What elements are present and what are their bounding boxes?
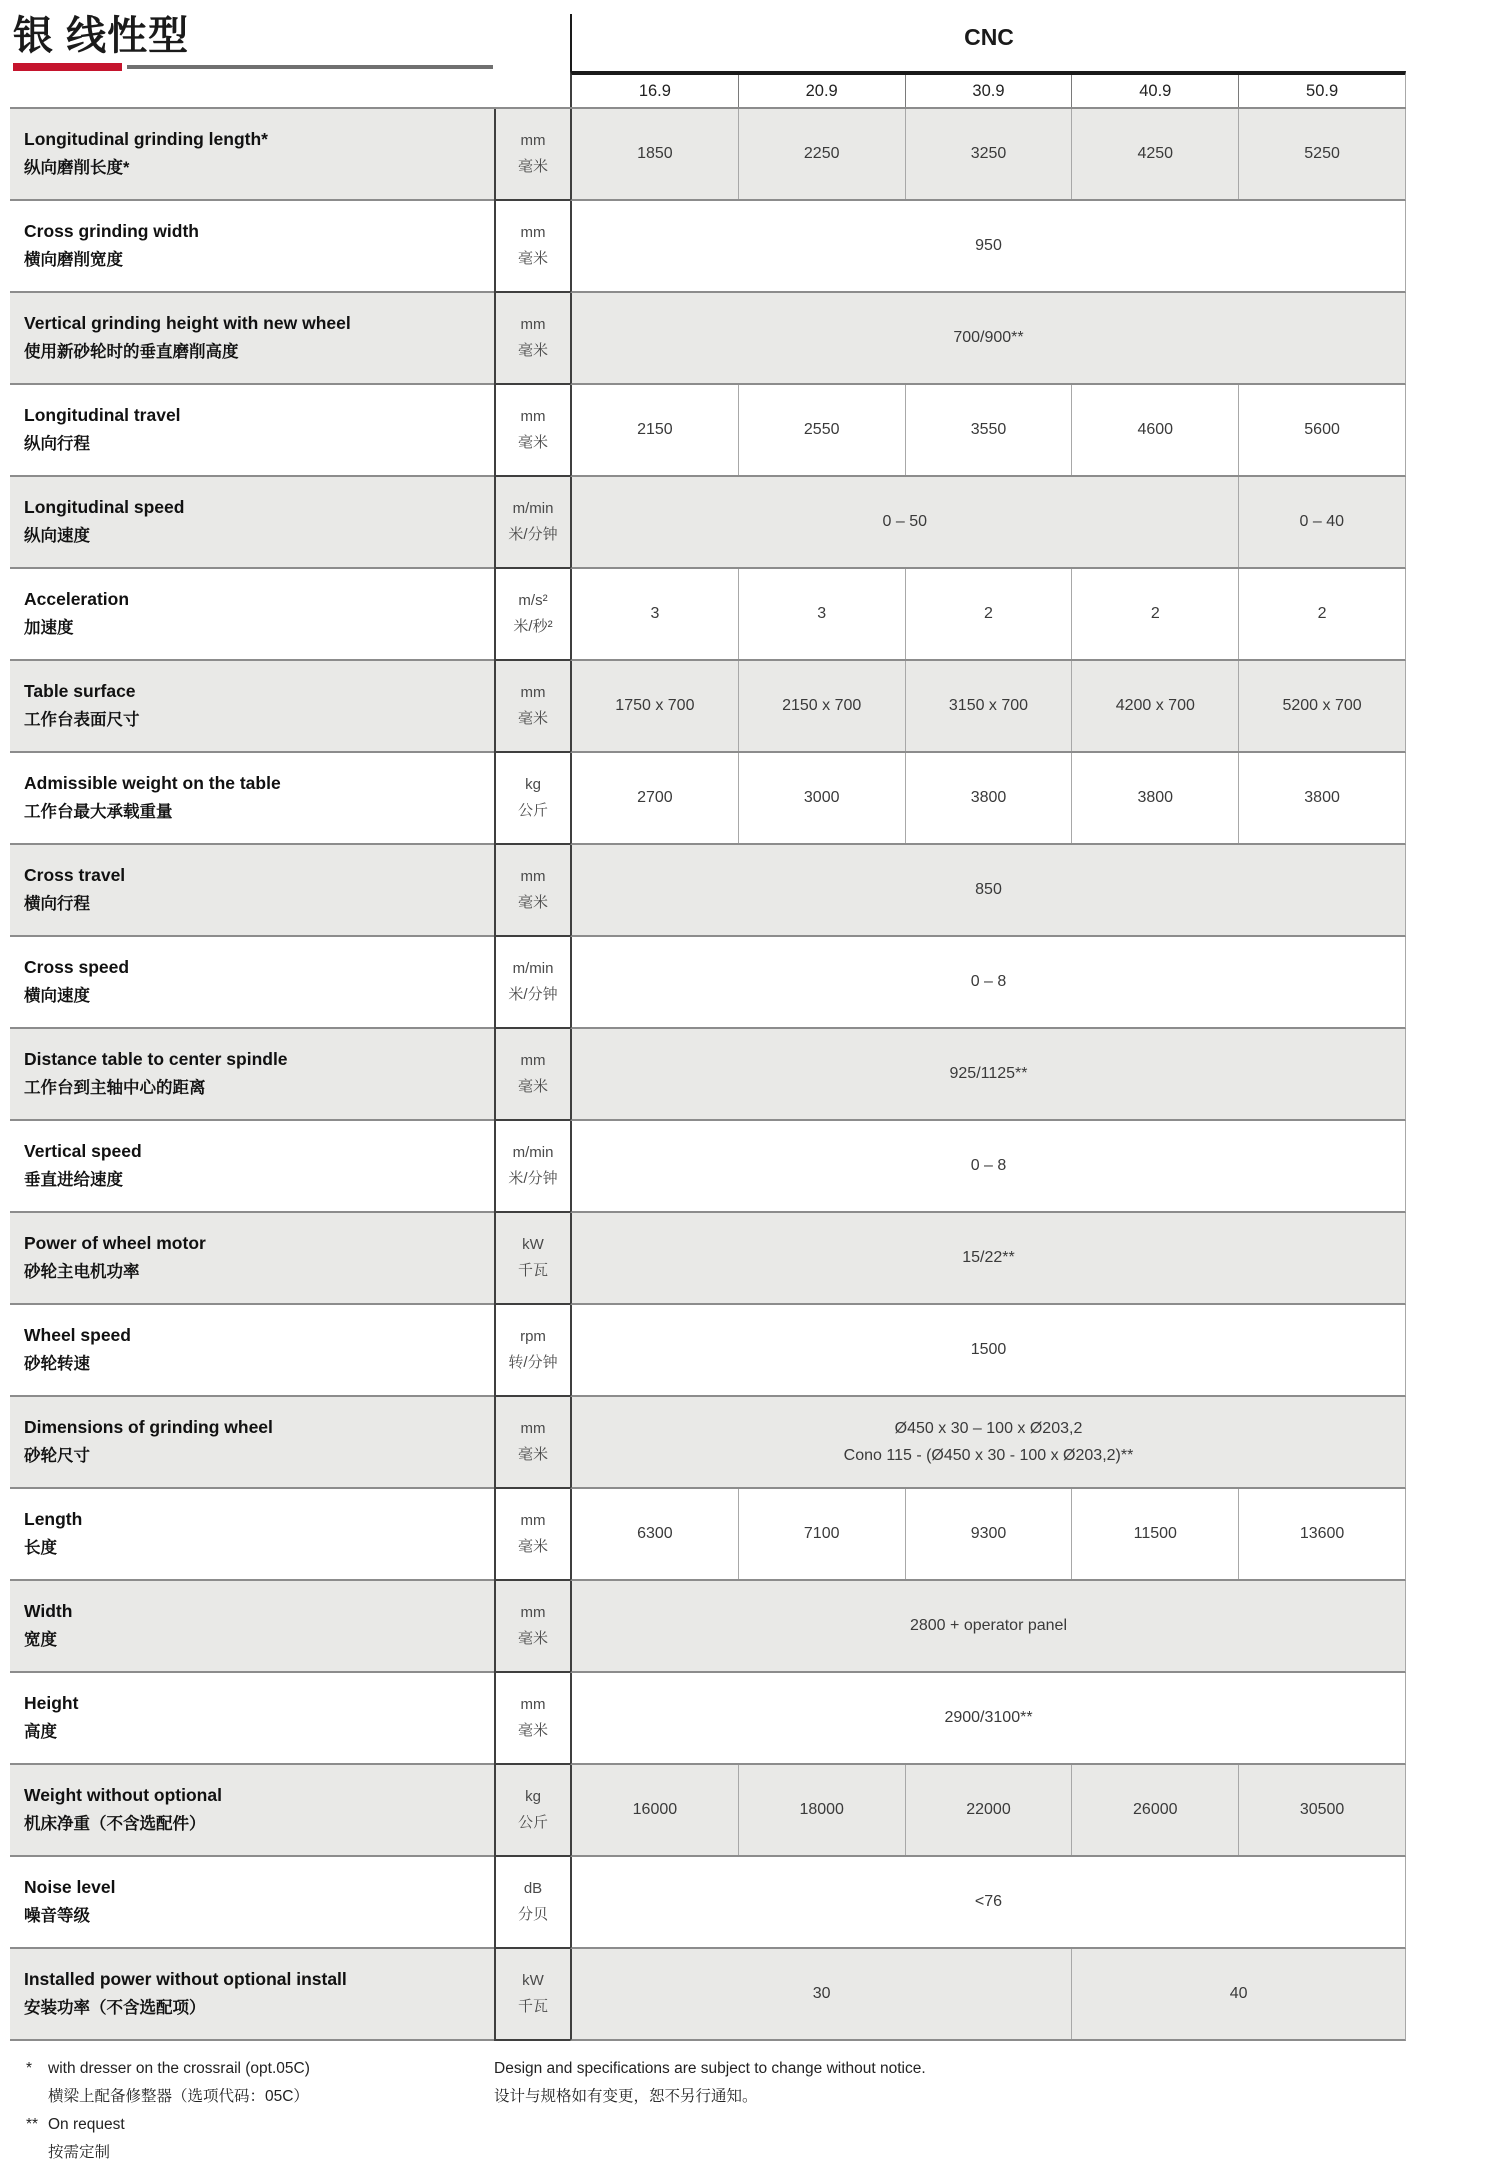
table-row (10, 753, 1406, 845)
column-header-40-9: 40.9 (1071, 75, 1238, 107)
unit-en: kW (522, 1972, 544, 1989)
value-cell-span: 0 – 8 (970, 1157, 1007, 1174)
row-label-en: Vertical speed (24, 1141, 142, 1161)
table-row (10, 937, 1406, 1029)
unit-cell (494, 661, 570, 753)
value-cell: 3150 x 700 (905, 661, 1072, 751)
value-cell: 22000 (905, 1765, 1072, 1855)
value-cell: 3000 (738, 753, 905, 843)
unit-zh: 公斤 (517, 802, 548, 819)
unit-cell (494, 1949, 570, 2041)
footnote-item (26, 2055, 494, 2111)
row-label-zh: 噪音等级 (24, 1907, 90, 1925)
value-line-2: Cono 115 - (Ø450 x 30 - 100 x Ø203,2)** (843, 1447, 1134, 1464)
row-values (570, 753, 1406, 845)
unit-zh: 米/分钟 (508, 1170, 558, 1187)
row-label (10, 109, 494, 201)
footnote-zh: 按需定制 (48, 2144, 111, 2161)
row-label-zh: 使用新砂轮时的垂直磨削高度 (24, 343, 239, 361)
unit-cell (494, 477, 570, 569)
unit-cell (494, 109, 570, 201)
value-cell: 9300 (905, 1489, 1072, 1579)
value-cell-span: 15/22** (962, 1249, 1015, 1266)
row-label (10, 1581, 494, 1673)
unit-cell (494, 201, 570, 293)
table-row (10, 1857, 1406, 1949)
value-cell: 3 (650, 605, 660, 622)
row-values (570, 661, 1406, 753)
footnote-marker: * (26, 2060, 33, 2077)
row-label-zh: 宽度 (24, 1631, 57, 1649)
value-cell: 4600 (1071, 385, 1238, 475)
row-label-en: Vertical grinding height with new wheel (24, 313, 351, 333)
table-row (10, 1673, 1406, 1765)
row-label-en: Dimensions of grinding wheel (24, 1417, 273, 1437)
column-header-20-9: 20.9 (738, 75, 905, 107)
table-row (10, 1949, 1406, 2041)
value-cell: 26000 (1071, 1765, 1238, 1855)
row-label-en: Installed power without optional install (24, 1969, 347, 1989)
unit-en: mm (520, 316, 546, 333)
row-label-en: Noise level (24, 1877, 116, 1897)
value-cell: 3 (738, 569, 905, 659)
unit-en: kg (525, 776, 541, 793)
row-label-zh: 高度 (24, 1723, 57, 1741)
row-label-zh: 工作台最大承载重量 (24, 803, 173, 821)
unit-en: mm (520, 1604, 546, 1621)
row-label (10, 1857, 494, 1949)
unit-en: m/min (512, 500, 554, 517)
row-label-zh: 纵向行程 (24, 435, 90, 453)
value-cell: 6300 (637, 1525, 673, 1542)
unit-zh: 米/秒² (513, 618, 553, 635)
footnote-marker: ** (26, 2116, 39, 2133)
unit-zh: 米/分钟 (508, 986, 558, 1003)
unit-cell (494, 1121, 570, 1213)
unit-zh: 毫米 (517, 1446, 548, 1463)
value-cell-span: 1500 (970, 1341, 1007, 1358)
unit-cell (494, 1765, 570, 1857)
unit-cell (494, 1213, 570, 1305)
unit-en: mm (520, 868, 546, 885)
row-label-en: Longitudinal grinding length* (24, 129, 268, 149)
row-label (10, 661, 494, 753)
value-cell: 3800 (1071, 753, 1238, 843)
footnote-en: On request (48, 2116, 125, 2133)
row-values (570, 1489, 1406, 1581)
value-cell-span: 850 (975, 881, 1002, 898)
value-cell: 16000 (632, 1801, 678, 1818)
value-cell: 2700 (637, 789, 673, 806)
unit-zh: 毫米 (517, 894, 548, 911)
value-cell-span3: 30 (812, 1985, 831, 2002)
unit-zh: 毫米 (517, 1630, 548, 1647)
row-label (10, 1121, 494, 1213)
column-headers (570, 71, 1406, 107)
column-header-30-9: 30.9 (905, 75, 1072, 107)
value-cell: 2150 x 700 (738, 661, 905, 751)
footnote-zh: 横梁上配备修整器（选项代码：05C） (48, 2088, 309, 2105)
row-label-zh: 机床净重（不含选配件） (24, 1815, 206, 1833)
row-values (570, 1397, 1406, 1489)
row-label-en: Longitudinal travel (24, 405, 181, 425)
row-label (10, 1489, 494, 1581)
unit-zh: 毫米 (517, 1722, 548, 1739)
footnote-text (48, 2111, 125, 2167)
value-cell-span: 700/900** (953, 329, 1024, 346)
value-cell: 13600 (1238, 1489, 1405, 1579)
value-cell: 3800 (1238, 753, 1405, 843)
row-label-en: Weight without optional (24, 1785, 222, 1805)
unit-zh: 毫米 (517, 158, 548, 175)
value-cell: 30500 (1238, 1765, 1405, 1855)
value-cell: 11500 (1071, 1489, 1238, 1579)
row-values (570, 1305, 1406, 1397)
row-label-zh: 加速度 (24, 619, 74, 637)
row-values (570, 201, 1406, 293)
unit-zh: 毫米 (517, 342, 548, 359)
table-row (10, 1213, 1406, 1305)
row-label-en: Width (24, 1601, 73, 1621)
spec-table (10, 71, 1406, 2041)
value-cell: 2 (1238, 569, 1405, 659)
value-cell: 2 (1071, 569, 1238, 659)
row-values (570, 293, 1406, 385)
unit-en: m/min (512, 1144, 554, 1161)
value-cell-span: 2900/3100** (944, 1709, 1033, 1726)
unit-en: mm (520, 1512, 546, 1529)
value-cell: 1750 x 700 (615, 697, 695, 714)
row-label-zh: 安装功率（不含选配项） (24, 1999, 206, 2017)
row-label-zh: 砂轮转速 (24, 1355, 90, 1373)
row-label (10, 845, 494, 937)
unit-en: mm (520, 1052, 546, 1069)
unit-en: mm (520, 684, 546, 701)
column-header-row (10, 71, 1406, 109)
row-label (10, 753, 494, 845)
unit-zh: 毫米 (517, 434, 548, 451)
value-cell: 4250 (1071, 109, 1238, 199)
column-header-16-9: 16.9 (638, 81, 671, 100)
row-label (10, 1029, 494, 1121)
column-header-spacer (10, 71, 570, 107)
row-label-en: Acceleration (24, 589, 130, 609)
title-underline-gray (127, 65, 493, 69)
row-label-zh: 工作台到主轴中心的距离 (24, 1079, 206, 1097)
table-row (10, 661, 1406, 753)
row-label-zh: 垂直进给速度 (24, 1171, 123, 1189)
footnotes-left (26, 2055, 494, 2167)
row-label (10, 477, 494, 569)
value-cell-span: 0 – 8 (970, 973, 1007, 990)
row-values (570, 1857, 1406, 1949)
value-cell: 2550 (738, 385, 905, 475)
table-row (10, 1489, 1406, 1581)
value-cell-span: <76 (974, 1893, 1003, 1910)
row-label (10, 1765, 494, 1857)
unit-cell (494, 1397, 570, 1489)
disclaimer-en: Design and specifications are subject to change without notice. (494, 2060, 926, 2077)
row-label-en: Longitudinal speed (24, 497, 185, 517)
table-row (10, 1581, 1406, 1673)
unit-zh: 千瓦 (517, 1262, 548, 1279)
row-label (10, 1397, 494, 1489)
unit-cell (494, 753, 570, 845)
unit-zh: 千瓦 (517, 1998, 548, 2015)
value-cell-span (572, 1397, 1405, 1487)
footnotes (0, 2041, 1500, 2167)
row-values (570, 1029, 1406, 1121)
unit-en: kW (522, 1236, 544, 1253)
table-row (10, 385, 1406, 477)
unit-en: rpm (520, 1328, 546, 1345)
cnc-group-header: CNC (964, 24, 1014, 50)
table-row (10, 109, 1406, 201)
value-cell: 3800 (905, 753, 1072, 843)
value-cell: 2150 (637, 421, 673, 438)
unit-zh: 毫米 (517, 250, 548, 267)
row-label-en: Height (24, 1693, 79, 1713)
page-title: 银 线性型 (13, 14, 190, 58)
row-label-en: Cross travel (24, 865, 126, 885)
row-values (570, 1673, 1406, 1765)
unit-cell (494, 1305, 570, 1397)
value-cell-span: 925/1125** (949, 1065, 1028, 1082)
table-row (10, 845, 1406, 937)
unit-en: m/s² (518, 592, 548, 609)
value-cell: 7100 (738, 1489, 905, 1579)
unit-en: mm (520, 408, 546, 425)
table-row (10, 1397, 1406, 1489)
value-cell: 5200 x 700 (1238, 661, 1405, 751)
value-cell-span: 950 (975, 237, 1002, 254)
unit-cell (494, 385, 570, 477)
row-label (10, 569, 494, 661)
unit-cell (494, 569, 570, 661)
unit-en: kg (525, 1788, 541, 1805)
row-label-en: Distance table to center spindle (24, 1049, 288, 1069)
value-cell: 3550 (905, 385, 1072, 475)
footnote-en: with dresser on the crossrail (opt.05C) (48, 2060, 310, 2077)
row-label-en: Length (24, 1509, 83, 1529)
row-label-en: Power of wheel motor (24, 1233, 206, 1253)
table-row (10, 569, 1406, 661)
row-label (10, 937, 494, 1029)
disclaimer-zh: 设计与规格如有变更，恕不另行通知。 (494, 2088, 758, 2105)
row-values (570, 937, 1406, 1029)
row-label-zh: 横向速度 (24, 987, 90, 1005)
value-cell: 5250 (1238, 109, 1405, 199)
row-label-zh: 砂轮尺寸 (24, 1447, 90, 1465)
unit-en: dB (523, 1880, 543, 1897)
unit-zh: 毫米 (517, 1538, 548, 1555)
row-label-en: Cross grinding width (24, 221, 199, 241)
row-label (10, 385, 494, 477)
value-cell: 4200 x 700 (1071, 661, 1238, 751)
row-label-en: Admissible weight on the table (24, 773, 281, 793)
unit-en: mm (520, 224, 546, 241)
unit-en: m/min (512, 960, 554, 977)
value-cell: 0 – 40 (1238, 477, 1405, 567)
unit-cell (494, 1029, 570, 1121)
row-label-zh: 纵向速度 (24, 527, 90, 545)
value-cell: 2250 (738, 109, 905, 199)
value-cell-span2: 40 (1071, 1949, 1405, 2039)
table-row (10, 1765, 1406, 1857)
row-values (570, 1581, 1406, 1673)
row-label-zh: 横向行程 (24, 895, 90, 913)
row-values (570, 1949, 1406, 2041)
row-values (570, 385, 1406, 477)
unit-cell (494, 1857, 570, 1949)
row-label-zh: 工作台表面尺寸 (24, 711, 140, 729)
row-label-zh: 纵向磨削长度* (24, 159, 130, 177)
unit-cell (494, 1489, 570, 1581)
title-underline-red (13, 63, 122, 71)
value-cell: 2 (905, 569, 1072, 659)
table-row (10, 201, 1406, 293)
unit-cell (494, 845, 570, 937)
value-cell-span4: 0 – 50 (882, 513, 928, 530)
unit-cell (494, 1581, 570, 1673)
table-row (10, 477, 1406, 569)
unit-zh: 公斤 (517, 1814, 548, 1831)
disclaimer (494, 2055, 926, 2167)
row-values (570, 569, 1406, 661)
unit-en: mm (520, 1696, 546, 1713)
row-label-en: Wheel speed (24, 1325, 131, 1345)
row-label-zh: 横向磨削宽度 (24, 251, 123, 269)
unit-zh: 转/分钟 (508, 1354, 558, 1371)
unit-cell (494, 293, 570, 385)
row-label-zh: 砂轮主电机功率 (24, 1263, 140, 1281)
row-label-en: Table surface (24, 681, 136, 701)
table-row (10, 1305, 1406, 1397)
value-cell: 5600 (1238, 385, 1405, 475)
row-label (10, 1213, 494, 1305)
unit-cell (494, 937, 570, 1029)
value-cell: 1850 (637, 145, 673, 162)
row-values (570, 109, 1406, 201)
unit-zh: 分贝 (517, 1906, 548, 1923)
unit-en: mm (520, 1420, 546, 1437)
value-cell: 18000 (738, 1765, 905, 1855)
row-values (570, 1765, 1406, 1857)
page-header (0, 0, 1500, 71)
unit-zh: 米/分钟 (508, 526, 558, 543)
row-label (10, 201, 494, 293)
row-values (570, 1213, 1406, 1305)
value-cell-span: 2800 + operator panel (909, 1617, 1067, 1634)
unit-en: mm (520, 132, 546, 149)
table-row (10, 1121, 1406, 1213)
footnote-item (26, 2111, 494, 2167)
value-line-1: Ø450 x 30 – 100 x Ø203,2 (894, 1420, 1083, 1437)
value-cell: 3250 (905, 109, 1072, 199)
row-label-en: Cross speed (24, 957, 130, 977)
footnote-text (48, 2055, 310, 2111)
row-label (10, 1673, 494, 1765)
row-label-zh: 长度 (24, 1539, 57, 1557)
row-label (10, 1305, 494, 1397)
column-header-50-9: 50.9 (1238, 75, 1405, 107)
unit-zh: 毫米 (517, 710, 548, 727)
row-values (570, 845, 1406, 937)
table-row (10, 1029, 1406, 1121)
unit-zh: 毫米 (517, 1078, 548, 1095)
table-row (10, 293, 1406, 385)
row-values (570, 477, 1406, 569)
row-label (10, 293, 494, 385)
unit-cell (494, 1673, 570, 1765)
row-label (10, 1949, 494, 2041)
row-values (570, 1121, 1406, 1213)
